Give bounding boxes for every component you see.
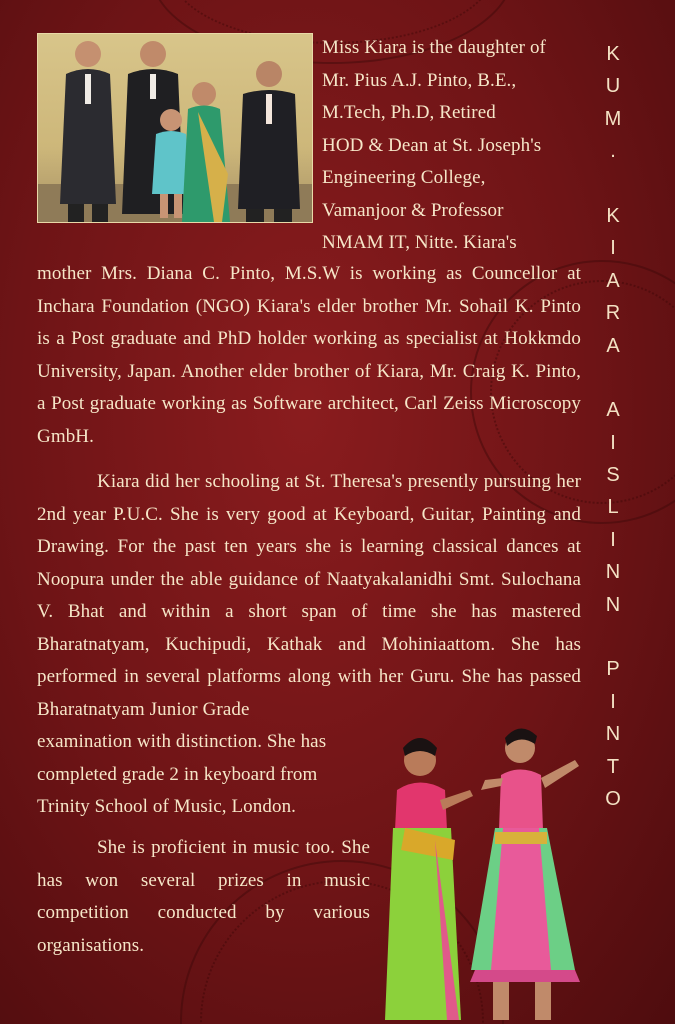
intro-line: M.Tech, Ph.D, Retired [322,102,496,123]
vertical-title-letter: I [610,690,616,713]
intro-line: NMAM IT, Nitte. Kiara's [322,232,517,253]
vertical-title-letter: T [606,755,620,778]
intro-line: HOD & Dean at St. Joseph's [322,134,542,156]
exam-line: completed grade 2 in keyboard from [37,763,318,785]
intro-line: Mr. Pius A.J. Pinto, B.E., [322,69,517,91]
vertical-title-letter: U [605,75,621,98]
vertical-title-letter: N [605,723,621,746]
vertical-title-letter: K [606,43,620,65]
vertical-title-letter: O [605,787,621,810]
vertical-title-letter [596,168,630,200]
exam-line: Trinity School of Music, London. [37,796,297,817]
vertical-title-letter: P [606,658,620,681]
vertical-name-title [596,38,630,815]
vertical-title-letter: M [604,107,622,130]
intro-paragraph [322,32,580,260]
family-photo [37,33,313,223]
exam-paragraph [37,726,373,824]
vertical-title-letter: I [610,431,616,454]
vertical-title-letter: I [610,237,616,260]
vertical-title-letter: I [610,528,616,551]
vertical-title-letter: L [607,496,619,519]
intro-line: Miss Kiara is the daughter of [322,37,546,58]
music-paragraph-block [37,832,370,962]
family-paragraph: mother Mrs. Diana C. Pinto, M.S.W is working as Councellor at Inchara Foundation (NGO) Kiara's elder brother Mr. Sohail K. Pinto is a Post graduate and PhD holder working as specialist at Hokkmdo University, Japan. Another elder brother of Kiara, Mr. Craig K. Pinto, a Post graduate working as Software architect, Carl Zeiss Microscopy GmbH. [37,263,581,447]
vertical-title-letter: S [606,464,620,487]
body-text-column [37,258,581,726]
vertical-title-letter: N [605,561,621,584]
intro-line: Engineering College, [322,167,486,188]
music-paragraph: She is proficient in music too. She has won several prizes in music competition conducted by various organisations. [37,837,370,956]
vertical-title-letter: R [605,302,621,325]
vertical-title-letter: A [606,269,620,292]
exam-line: examination with distinction. She has [37,731,327,752]
vertical-title-letter: K [606,204,620,227]
dancers-photo [375,720,600,1024]
vertical-title-letter [596,621,630,653]
vertical-title-letter [596,362,630,394]
vertical-title-letter: . [610,140,616,163]
vertical-title-letter: A [606,399,620,422]
vertical-title-letter: A [606,334,620,357]
schooling-paragraph: Kiara did her schooling at St. Theresa's presently pursuing her 2nd year P.U.C. She is very good at Keyboard, Guitar, Painting and Drawing. For the past ten years she is learning classical dances at Noopura under the able guidance of Naatyakalanidhi Smt. Sulochana V. Bhat and within a short span of time she has mastered Bharatnatyam, Kuchipudi, Kathak and Mohiniaattom. She has performed in several platforms along with her Guru. She has passed Bharatnatyam Junior Grade [37,471,581,720]
vertical-title-letter: N [605,593,621,616]
intro-line: Vamanjoor & Professor [322,199,504,221]
